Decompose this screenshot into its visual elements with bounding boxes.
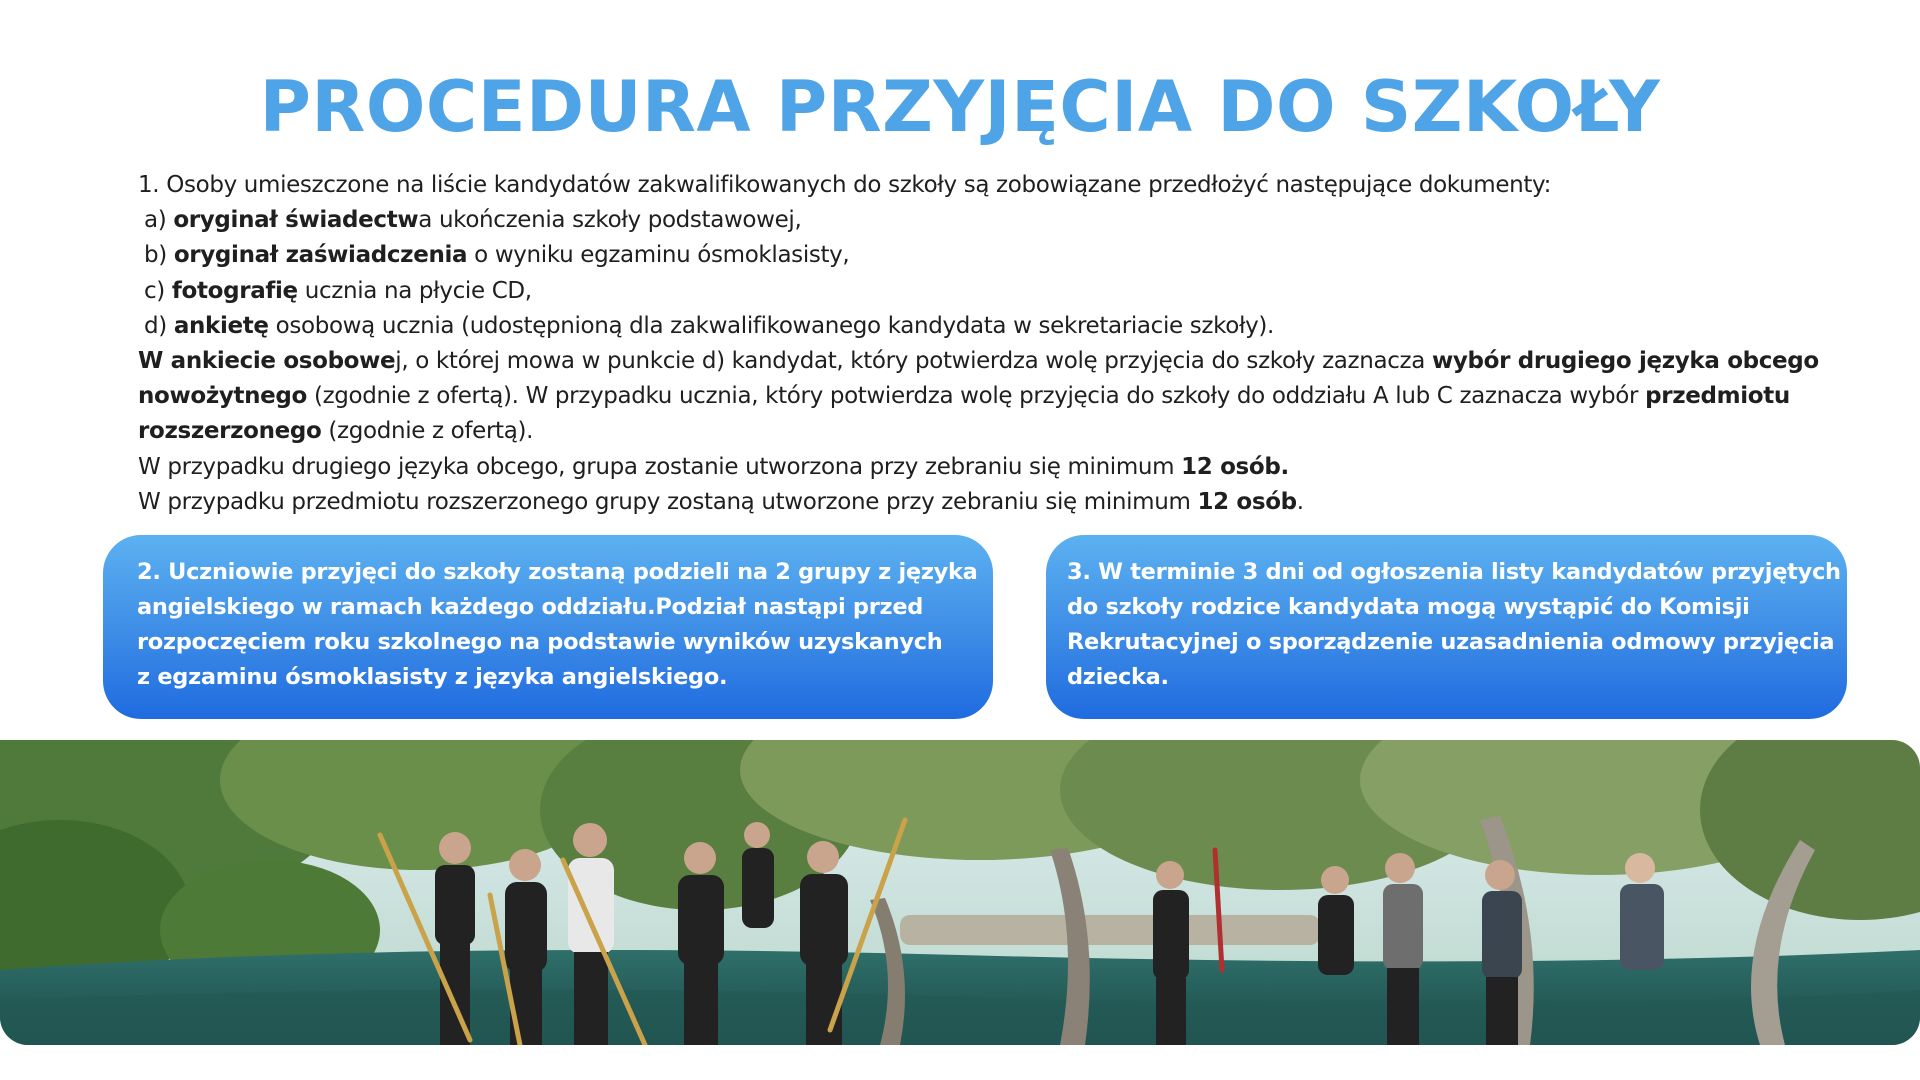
box-line: angielskiego w ramach każdego oddziału.Podział nastąpi przed (137, 594, 924, 620)
photo-illustration (0, 740, 1920, 1045)
list-item: b) oryginał zaświadczenia o wyniku egzaminu ósmoklasisty, (144, 242, 850, 269)
list-item: d) ankietę osobową ucznia (udostępnioną dla zakwalifikowanego kandydata w sekretariacie szkoły). (144, 312, 1274, 339)
language-group-note: W przypadku drugiego języka obcego, grupa zostanie utworzona przy zebraniu się minimum 12 osób. (138, 453, 1289, 480)
list-item: a) oryginał świadectwa ukończenia szkoły podstawowej, (144, 207, 802, 234)
documents-section (138, 168, 1858, 520)
box-line: Rekrutacyjnej o sporządzenie uzasadnienia odmowy przyjęcia (1067, 629, 1835, 655)
box-line: rozpoczęciem roku szkolnego na podstawie wyników uzyskanych (137, 629, 943, 655)
survey-paragraph: W ankiecie osobowej, o której mowa w punkcie d) kandydat, który potwierdza wolę przyjęcia do szkoły zaznacza wybór drugiego języka obcego nowożytnego (zgodnie z ofertą). W przypadku ucznia, który potwierdza wolę przyjęcia do szkoły do oddziału A lub C zaznacza wybór przedmiotu rozszerzonego (zgodnie z ofertą). (138, 348, 1819, 445)
english-groups-box (103, 535, 993, 719)
box-line: do szkoły rodzice kandydata mogą wystąpić do Komisji (1067, 594, 1750, 620)
documents-intro: 1. Osoby umieszczone na liście kandydatów zakwalifikowanych do szkoły są zobowiązane przedłożyć następujące dokumenty: (138, 172, 1552, 198)
box-line: 2. Uczniowie przyjęci do szkoły zostaną podzieli na 2 grupy z języka (137, 559, 978, 585)
box-line: dziecka. (1067, 664, 1169, 690)
box-line: z egzaminu ósmoklasisty z języka angielskiego. (137, 664, 728, 690)
students-olive-grove-photo (0, 740, 1920, 1045)
page-title: PROCEDURA PRZYJĘCIA DO SZKOŁY (259, 66, 1661, 148)
list-item: c) fotografię ucznia na płycie CD, (144, 277, 532, 304)
box-line: 3. W terminie 3 dni od ogłoszenia listy kandydatów przyjętych (1067, 559, 1841, 585)
appeal-info-box (1046, 535, 1847, 719)
subject-group-note: W przypadku przedmiotu rozszerzonego grupy zostaną utworzone przy zebraniu się minimum 12 osób. (138, 488, 1304, 515)
